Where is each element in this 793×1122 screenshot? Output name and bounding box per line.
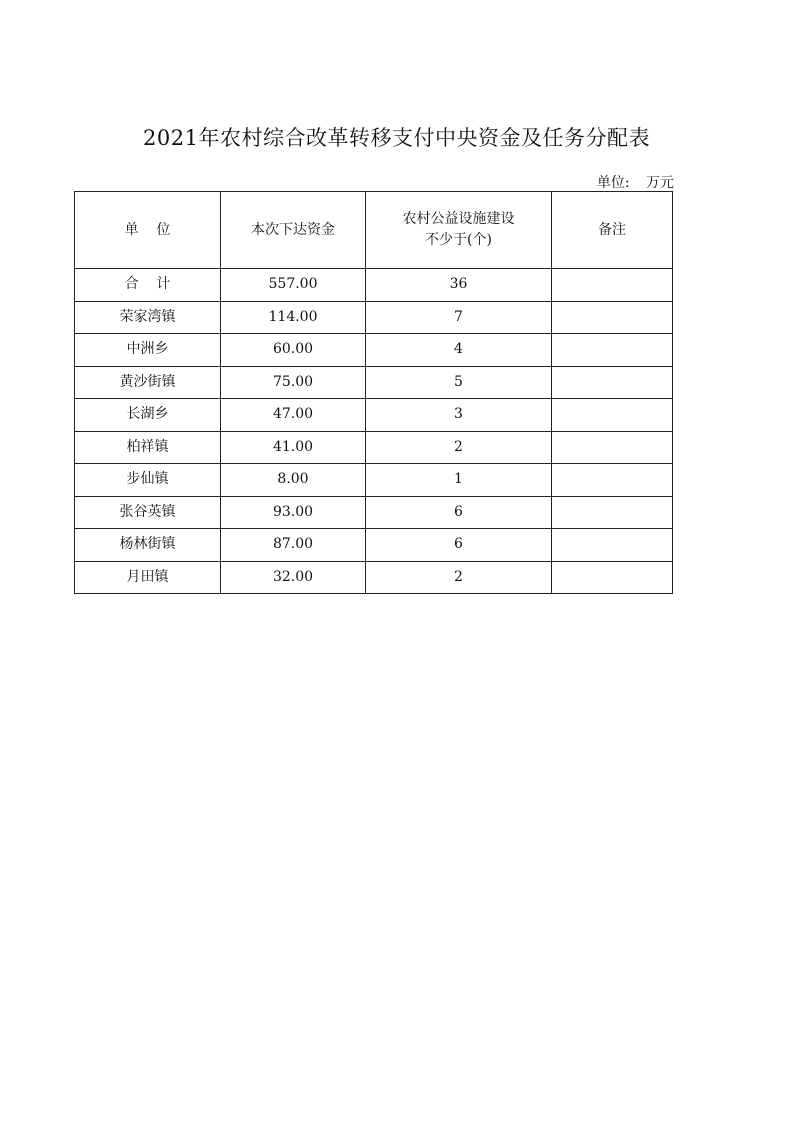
table-row bbox=[75, 366, 673, 399]
cell-funds: 557.00 bbox=[221, 269, 366, 302]
cell-unit-name: 黄沙街镇 bbox=[75, 366, 221, 399]
cell-remarks bbox=[552, 269, 673, 302]
cell-remarks bbox=[552, 561, 673, 594]
cell-unit-name: 月田镇 bbox=[75, 561, 221, 594]
cell-facilities: 36 bbox=[366, 269, 552, 302]
unit-label: 单位: bbox=[596, 175, 630, 191]
unit-note bbox=[560, 172, 674, 192]
cell-remarks bbox=[552, 496, 673, 529]
cell-funds: 32.00 bbox=[221, 561, 366, 594]
table-row bbox=[75, 464, 673, 497]
cell-funds: 75.00 bbox=[221, 366, 366, 399]
table-header-row bbox=[75, 192, 673, 269]
header-unit: 单 位 bbox=[75, 192, 221, 269]
cell-remarks bbox=[552, 529, 673, 562]
table-row bbox=[75, 561, 673, 594]
unit-value: 万元 bbox=[646, 175, 674, 191]
cell-funds: 47.00 bbox=[221, 399, 366, 432]
cell-unit-name: 长湖乡 bbox=[75, 399, 221, 432]
cell-funds: 41.00 bbox=[221, 431, 366, 464]
header-facilities-line1: 农村公益设施建设 bbox=[402, 211, 515, 227]
cell-facilities: 2 bbox=[366, 561, 552, 594]
cell-facilities: 6 bbox=[366, 529, 552, 562]
table-row bbox=[75, 301, 673, 334]
cell-facilities: 5 bbox=[366, 366, 552, 399]
header-remarks: 备注 bbox=[552, 192, 673, 269]
cell-unit-name: 荣家湾镇 bbox=[75, 301, 221, 334]
cell-unit-name: 中洲乡 bbox=[75, 334, 221, 367]
cell-facilities: 7 bbox=[366, 301, 552, 334]
cell-unit-name: 杨林街镇 bbox=[75, 529, 221, 562]
table-row bbox=[75, 529, 673, 562]
allocation-table bbox=[74, 191, 673, 594]
header-funds: 本次下达资金 bbox=[221, 192, 366, 269]
table-row bbox=[75, 334, 673, 367]
cell-facilities: 4 bbox=[366, 334, 552, 367]
cell-unit-name: 柏祥镇 bbox=[75, 431, 221, 464]
cell-facilities: 2 bbox=[366, 431, 552, 464]
table-row bbox=[75, 431, 673, 464]
table-row bbox=[75, 399, 673, 432]
cell-funds: 60.00 bbox=[221, 334, 366, 367]
table-row bbox=[75, 496, 673, 529]
cell-funds: 8.00 bbox=[221, 464, 366, 497]
cell-remarks bbox=[552, 464, 673, 497]
cell-funds: 87.00 bbox=[221, 529, 366, 562]
table-body bbox=[75, 269, 673, 594]
cell-facilities: 6 bbox=[366, 496, 552, 529]
cell-remarks bbox=[552, 366, 673, 399]
cell-facilities: 1 bbox=[366, 464, 552, 497]
table-row bbox=[75, 269, 673, 302]
cell-remarks bbox=[552, 334, 673, 367]
cell-facilities: 3 bbox=[366, 399, 552, 432]
cell-funds: 114.00 bbox=[221, 301, 366, 334]
cell-unit-name: 合 计 bbox=[75, 269, 221, 302]
cell-unit-name: 步仙镇 bbox=[75, 464, 221, 497]
cell-funds: 93.00 bbox=[221, 496, 366, 529]
header-facilities-line2: 不少于(个) bbox=[425, 232, 492, 248]
cell-remarks bbox=[552, 301, 673, 334]
cell-unit-name: 张谷英镇 bbox=[75, 496, 221, 529]
cell-remarks bbox=[552, 431, 673, 464]
header-facilities bbox=[366, 192, 552, 269]
document-title: 2021年农村综合改革转移支付中央资金及任务分配表 bbox=[143, 126, 650, 150]
cell-remarks bbox=[552, 399, 673, 432]
